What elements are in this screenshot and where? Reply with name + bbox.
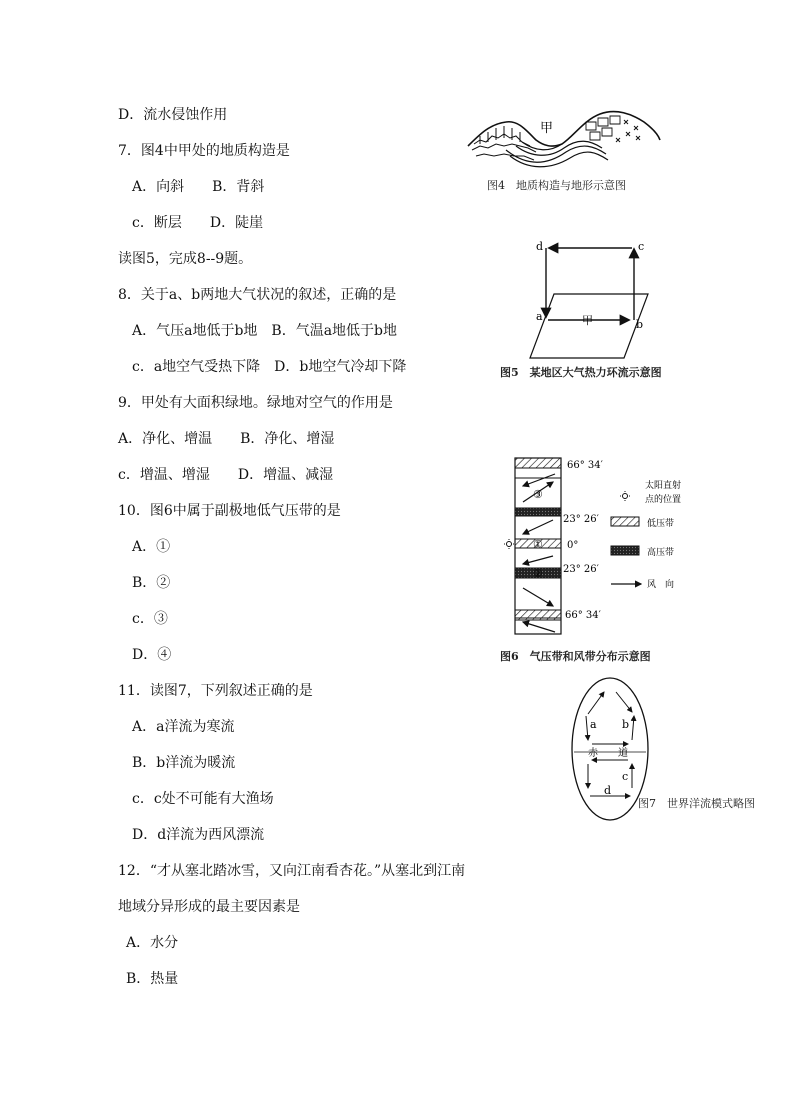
q12-option-b: B．热量 (126, 971, 179, 987)
q10-option-c: c．③ (132, 611, 168, 627)
q11-option-d: D．d洋流为西风漂流 (132, 827, 265, 843)
q10-option-d: D．④ (132, 647, 172, 663)
q8-options-ab: A．气压a地低于b地 B．气温a地低于b地 (132, 323, 398, 339)
fig6-legend-sun-2: 点的位置 (645, 495, 682, 505)
q6-option-d: D．流水侵蚀作用 (118, 107, 228, 123)
q11-option-b: B．b洋流为暖流 (132, 755, 236, 771)
figure-7-caption: 图7 世界洋流模式略图 (638, 797, 755, 810)
fig6-lat-23n: 23° 26′ (563, 514, 599, 525)
sun-legend-icon (620, 491, 630, 501)
figure-5-caption: 图5 某地区大气热力环流示意图 (500, 366, 662, 379)
fig6-legend-sun-1: 太阳直射 (645, 481, 682, 491)
q12-option-a: A．水分 (126, 935, 179, 951)
fig6-lat-0: 0° (567, 540, 579, 551)
fig6-label-3: ③ (533, 488, 543, 501)
q12-stem-line1: 12．“才从塞北踏冰雪，又向江南看杏花。”从塞北到江南 (118, 863, 466, 879)
q10-option-a: A．① (132, 539, 171, 555)
q7-stem: 7．图4中甲处的地质构造是 (118, 143, 290, 159)
fig7-label-equator: 赤 道 (588, 748, 628, 759)
q8-stem: 8．关于a、b两地大气状况的叙述，正确的是 (118, 287, 397, 303)
figure-5-thermal-circulation (524, 238, 664, 362)
fig4-label-jia: 甲 (540, 121, 554, 136)
fig7-label-a: a (590, 718, 597, 731)
fig6-label-1: ① (533, 538, 543, 551)
fig6-label-2: ② (533, 567, 543, 580)
fig5-label-jia: 甲 (582, 314, 593, 327)
q8-options-cd: c．a地空气受热下降 D．b地空气冷却下降 (132, 359, 407, 375)
sun-icon (504, 539, 514, 549)
fig6-legend-low: 低压带 (647, 519, 675, 529)
q8-9-intro: 读图5，完成8--9题。 (118, 251, 253, 267)
fig6-lat-66n: 66° 34′ (567, 460, 603, 471)
fig6-legend-wind: 风 向 (647, 580, 675, 590)
q9-stem: 9．甲处有大面积绿地。绿地对空气的作用是 (118, 395, 393, 411)
fig6-lat-66s: 66° 34′ (565, 610, 601, 621)
fig6-lat-23s: 23° 26′ (563, 564, 599, 575)
q10-option-b: B．② (132, 575, 171, 591)
fig5-label-d: d (536, 240, 544, 253)
q11-option-a: A．a洋流为寒流 (132, 719, 235, 735)
figure-4-geologic-structure (466, 106, 662, 170)
q7-options-cd: c．断层 D．陡崖 (132, 215, 264, 231)
q12-stem-line2: 地域分异形成的最主要因素是 (118, 899, 300, 915)
figure-6-pressure-wind-belts (505, 456, 705, 642)
q10-stem: 10．图6中属于副极地低气压带的是 (118, 503, 341, 519)
fig6-legend-high: 高压带 (647, 548, 675, 558)
q11-option-c: c．c处不可能有大渔场 (132, 791, 274, 807)
q7-options-ab: A．向斜 B．背斜 (132, 179, 265, 195)
q9-options-ab: A．净化、增温 B．净化、增湿 (118, 431, 335, 447)
fig5-label-c: c (638, 240, 645, 253)
q9-options-cd: c．增温、增湿 D．增温、减湿 (118, 467, 334, 483)
fig7-label-b: b (622, 718, 630, 731)
figure-6-caption: 图6 气压带和风带分布示意图 (500, 650, 651, 663)
q11-stem: 11．读图7，下列叙述正确的是 (118, 683, 313, 699)
fig5-label-a: a (536, 310, 543, 323)
fig5-label-b: b (636, 318, 644, 331)
fig7-label-c: c (622, 770, 629, 783)
figure-4-caption: 图4 地质构造与地形示意图 (487, 179, 626, 192)
fig7-label-d: d (604, 784, 612, 797)
